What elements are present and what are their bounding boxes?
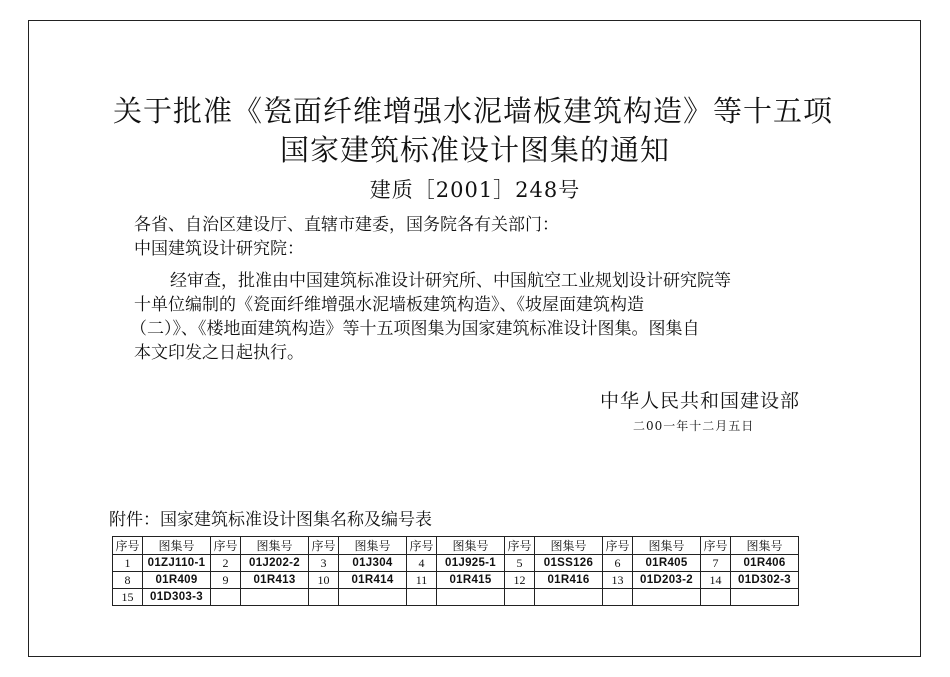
table-cell-code: 01SS126 (535, 555, 603, 572)
header-no: 序号 (603, 537, 633, 555)
table-cell-no: 4 (407, 555, 437, 572)
table-cell-code (731, 589, 799, 606)
table-cell-no: 5 (505, 555, 535, 572)
issuer: 中华人民共和国建设部 (600, 390, 801, 412)
table-cell-no (211, 589, 241, 606)
table-cell-code: 01D303-3 (143, 589, 211, 606)
header-code: 图集号 (241, 537, 309, 555)
table-cell-no (309, 589, 339, 606)
attachment-title: 附件：国家建筑标准设计图集名称及编号表 (109, 510, 432, 530)
table-cell-code: 01R405 (633, 555, 701, 572)
title-line-2: 国家建筑标准设计图集的通知 (279, 133, 670, 167)
paragraph-line-2: 十单位编制的《瓷面纤维增强水泥墙板建筑构造》、《坡屋面建筑构造 (134, 295, 644, 315)
header-no: 序号 (211, 537, 241, 555)
table-cell-code: 01D203-2 (633, 572, 701, 589)
table-cell-code: 01ZJ110-1 (143, 555, 211, 572)
table-cell-no: 7 (701, 555, 731, 572)
table-cell-code: 01R414 (339, 572, 407, 589)
table-cell-code: 01R416 (535, 572, 603, 589)
issue-date: 二00一年十二月五日 (633, 419, 755, 433)
table-cell-code: 01R415 (437, 572, 505, 589)
table-cell-no (603, 589, 633, 606)
title-line-1: 关于批准《瓷面纤维增强水泥墙板建筑构造》等十五项 (112, 94, 833, 128)
table-cell-no: 10 (309, 572, 339, 589)
table-cell-no (505, 589, 535, 606)
header-no: 序号 (701, 537, 731, 555)
header-code: 图集号 (731, 537, 799, 555)
header-no: 序号 (113, 537, 143, 555)
table-cell-code: 01R413 (241, 572, 309, 589)
table-cell-no: 2 (211, 555, 241, 572)
table-cell-no: 12 (505, 572, 535, 589)
header-code: 图集号 (535, 537, 603, 555)
paragraph-line-3: （二）》、《楼地面建筑构造》等十五项图集为国家建筑标准设计图集。图集自 (130, 319, 700, 339)
table-cell-code: 01R406 (731, 555, 799, 572)
table-cell-code (241, 589, 309, 606)
table-cell-no: 3 (309, 555, 339, 572)
table-cell-no: 13 (603, 572, 633, 589)
paragraph-line-4: 本文印发之日起执行。 (134, 343, 304, 363)
header-code: 图集号 (143, 537, 211, 555)
header-no: 序号 (505, 537, 535, 555)
catalog-table (112, 536, 799, 606)
table-cell-no: 9 (211, 572, 241, 589)
paragraph-line-1: 经审查，批准由中国建筑标准设计研究所、中国航空工业规划设计研究院等 (170, 271, 731, 291)
table-cell-no: 6 (603, 555, 633, 572)
table-cell-code: 01J925-1 (437, 555, 505, 572)
table-cell-code (633, 589, 701, 606)
table-cell-code: 01J304 (339, 555, 407, 572)
table-cell-code (339, 589, 407, 606)
table-cell-no: 14 (701, 572, 731, 589)
table-cell-no: 11 (407, 572, 437, 589)
table-row (113, 589, 799, 606)
table-cell-no (701, 589, 731, 606)
header-no: 序号 (407, 537, 437, 555)
header-code: 图集号 (633, 537, 701, 555)
table-cell-code (535, 589, 603, 606)
table-header-row (113, 537, 799, 555)
addressee-line-1: 各省、自治区建设厅、直辖市建委，国务院各有关部门： (134, 215, 559, 235)
table-cell-code (437, 589, 505, 606)
table-cell-no: 15 (113, 589, 143, 606)
header-no: 序号 (309, 537, 339, 555)
table-cell-code: 01D302-3 (731, 572, 799, 589)
table-cell-code: 01R409 (143, 572, 211, 589)
table-row (113, 555, 799, 572)
document-number: 建质［2001］248号 (369, 178, 581, 202)
addressee-line-2: 中国建筑设计研究院： (134, 239, 304, 259)
table-cell-no (407, 589, 437, 606)
table-cell-code: 01J202-2 (241, 555, 309, 572)
table-cell-no: 1 (113, 555, 143, 572)
header-code: 图集号 (339, 537, 407, 555)
table-cell-no: 8 (113, 572, 143, 589)
header-code: 图集号 (437, 537, 505, 555)
table-row (113, 572, 799, 589)
